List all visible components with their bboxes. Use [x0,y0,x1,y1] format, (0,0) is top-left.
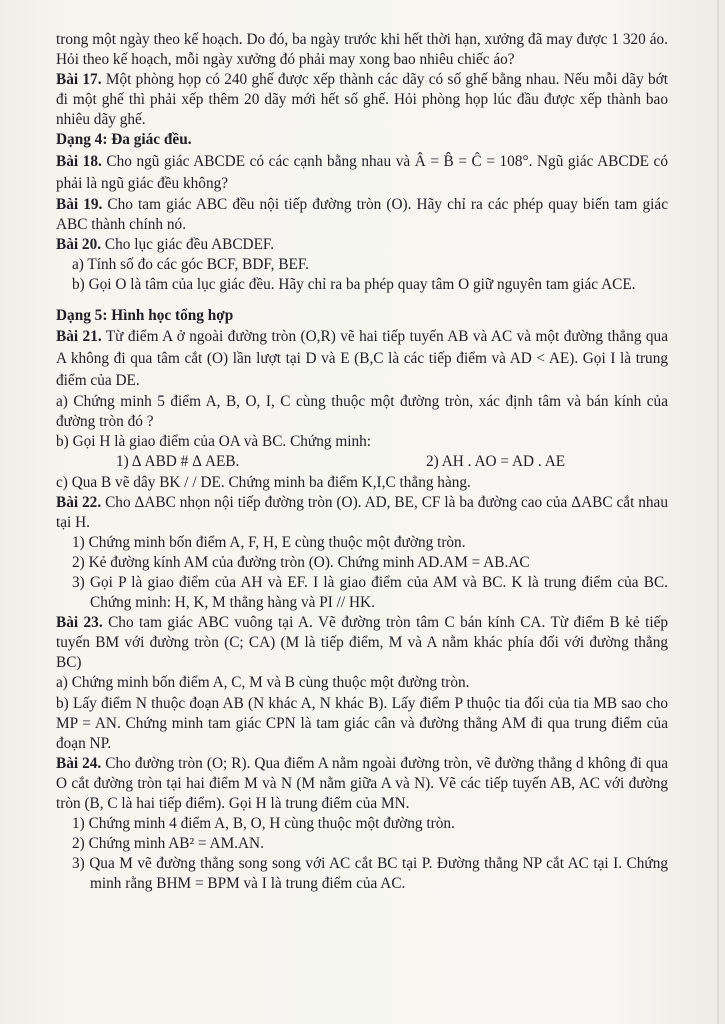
exercise-21-part-c: c) Qua B vẽ dây BK / / DE. Chứng minh ba điểm K,I,C thẳng hàng. [56,473,471,491]
section-heading-5: Dạng 5: Hình học tổng hợp [56,307,234,325]
exercise-20-text: Cho lục giác đều ABCDEF. [101,235,275,253]
exercise-20 [56,235,668,255]
exercise-22-item-3: 3) Gọi P là giao điểm của AH và EF. I là giao điểm của AM và BC. K là trung điểm của BC. Chứng minh: H, K, M thẳng hàng và PI // HK. [72,573,668,612]
exercise-21-part-a: a) Chứng minh 5 điểm A, B, O, I, C cùng thuộc một đường tròn, xác định tâm và bán kính của đường tròn đó ? [56,393,668,431]
exercise-24-label: Bài 24. [56,754,102,772]
exercise-23 [56,613,668,673]
exercise-19 [56,195,668,235]
exercise-23-text: Cho tam giác ABC vuông tại A. Vẽ đường tròn tâm C bán kính CA. Từ điểm B kẻ tiếp tuyến BM với đường tròn (C; CA) (M là tiếp điểm, M và A nằm khác phía đối với đường thẳng BC) [56,614,669,672]
exercise-21-b1: 1) Δ ABD # Δ AEB. [116,453,240,471]
exercise-23-label: Bài 23. [56,614,103,632]
page-content [56,30,668,894]
exercise-22 [56,493,668,533]
exercise-24-item-1: 1) Chứng minh 4 điểm A, B, O, H cùng thuộc một đường tròn. [72,815,455,833]
exercise-22-label: Bài 22. [56,493,102,511]
exercise-24-item-2: 2) Chứng minh AB² = AM.AN. [72,835,264,853]
exercise-24-item-3: 3) Qua M vẽ đường thẳng song song với AC cắt BC tại P. Đường thẳng NP cắt AC tại I. Chứng minh rằng BHM = BPM và I là trung điểm của AC. [72,855,668,893]
exercise-22-text: Cho ΔABC nhọn nội tiếp đường tròn (O). AD, BE, CF là ba đường cao của ΔABC cắt nhau tại H. [56,493,668,531]
exercise-24 [56,754,668,814]
exercise-17-text: Một phòng họp có 240 ghế được xếp thành các dãy có số ghế bằng nhau. Nếu mỗi dãy bớt đi một ghế thì phải xếp thêm 20 dãy mới hết số ghế. Hỏi phòng họp lúc đầu được xếp thành bao nhiêu dãy ghế. [56,71,669,129]
exercise-23-part-a: a) Chứng minh bốn điểm A, C, M và B cùng thuộc một đường tròn. [56,674,470,692]
exercise-21-b2: 2) AH . AO = AD . AE [426,453,566,471]
exercise-18-label: Bài 18. [56,152,102,170]
exercise-21-part-b: b) Gọi H là giao điểm của OA và BC. Chứng minh: [56,433,372,451]
exercise-21-label: Bài 21. [56,328,102,346]
exercise-19-text: Cho tam giác ABC đều nội tiếp đường tròn (O). Hãy chỉ ra các phép quay biến tam giác ABC thành chính nó. [56,195,668,233]
exercise-23-part-b: b) Lấy điểm N thuộc đoạn AB (N khác A, N khác B). Lấy điểm P thuộc tia đối của tia MB sao cho MP = AN. Chứng minh tam giác CPN là tam giác cân và đường thẳng AM đi qua trung điểm của đoạn NP. [56,694,668,752]
exercise-17-label: Bài 17. [56,71,102,89]
exercise-21-part-b-items [56,452,668,472]
exercise-18-text: Cho ngũ giác ABCDE có các cạnh bằng nhau và Â = B̂ = Ĉ = 108°. Ngũ giác ABCDE có phải là ngũ giác đều không? [56,152,668,192]
exercise-24-text: Cho đường tròn (O; R). Qua điểm A nằm ngoài đường tròn, vẽ đường thẳng d không đi qua O cắt đường tròn tại hai điểm M và N (M nằm giữa A và N). Vẽ các tiếp tuyến AB, AC với đường tròn (B, C là hai tiếp điểm). Gọi H là trung điểm của MN. [56,754,669,812]
exercise-17 [56,70,668,130]
exercise-21 [56,326,668,392]
exercise-20-part-b: b) Gọi O là tâm của lục giác đều. Hãy chỉ ra ba phép quay tâm O giữ nguyên tam giác ACE. [72,275,636,293]
page-edge-shadow [717,0,719,1024]
exercise-18 [56,151,668,195]
exercise-22-item-2: 2) Kẻ đường kính AM của đường tròn (O). Chứng minh AD.AM = AB.AC [72,553,530,571]
exercise-20-part-a: a) Tính số đo các góc BCF, BDF, BEF. [72,255,309,273]
exercise-19-label: Bài 19. [56,195,103,213]
exercise-20-label: Bài 20. [56,235,102,253]
intro-paragraph: trong một ngày theo kế hoạch. Do đó, ba ngày trước khi hết thời hạn, xưởng đã may được 1 320 áo. Hỏi theo kế hoạch, mỗi ngày xưởng đó phải may xong bao nhiêu chiếc áo? [56,31,668,69]
section-heading-4: Dạng 4: Đa giác đều. [56,131,192,149]
exercise-21-text: Từ điểm A ở ngoài đường tròn (O,R) vẽ hai tiếp tuyến AB và AC và một đường thẳng qua A không đi qua tâm cắt (O) lần lượt tại D và E (B,C là các tiếp điểm và AD < AE). Gọi I là trung điểm của DE. [56,328,668,390]
exercise-22-item-1: 1) Chứng minh bốn điểm A, F, H, E cùng thuộc một đường tròn. [72,533,466,551]
